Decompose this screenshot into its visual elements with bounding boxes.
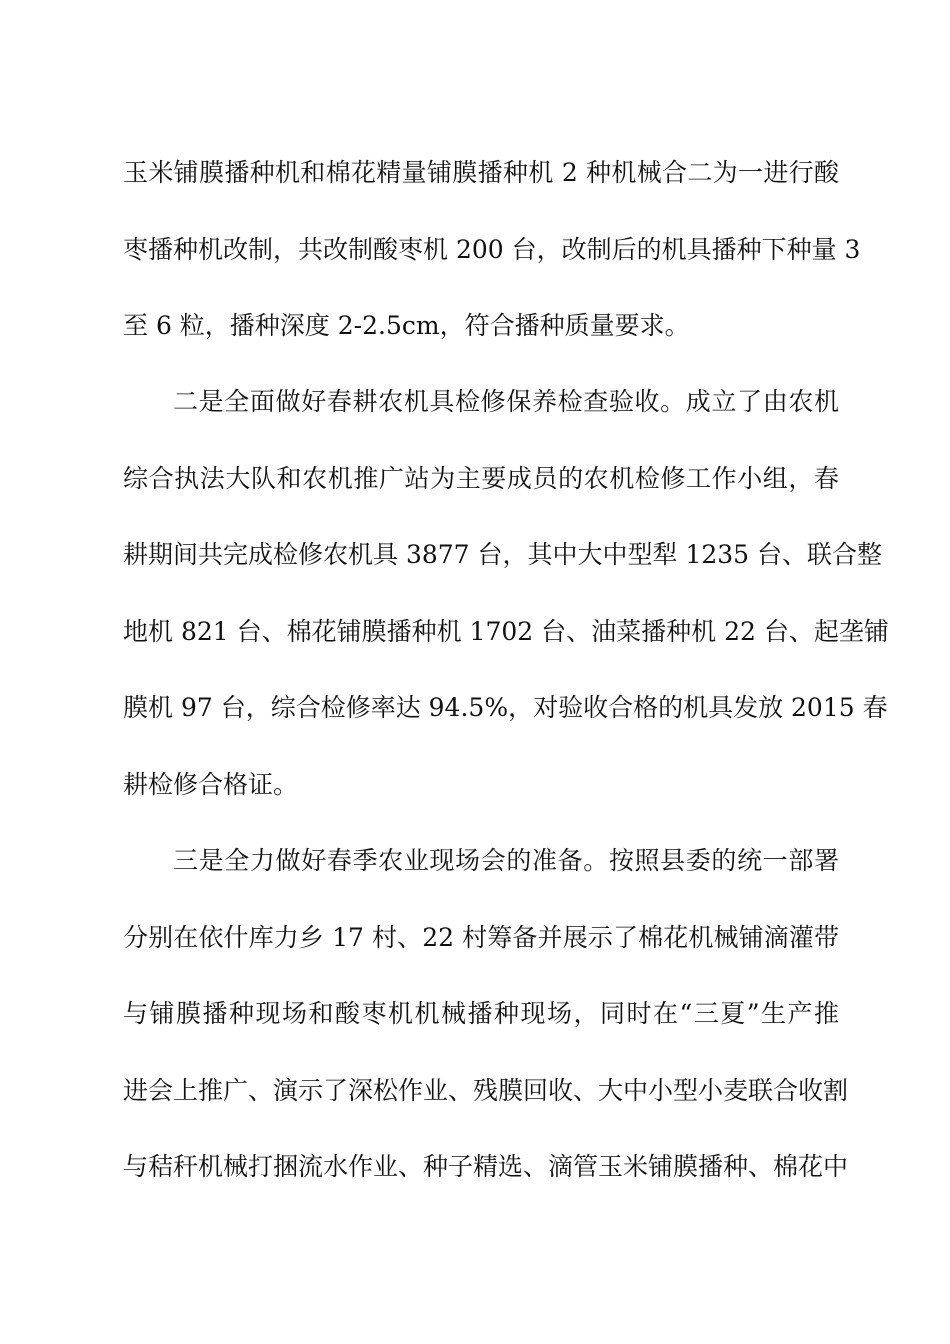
text-line: 地机 821 台、棉花铺膜播种机 1702 台、油菜播种机 22 台、起垄铺	[123, 617, 889, 646]
text-line: 玉米铺膜播种机和棉花精量铺膜播种机 2 种机械合二为一进行酸	[123, 158, 839, 187]
text-line: 与秸秆机械打捆流水作业、种子精选、滴管玉米铺膜播种、棉花中	[123, 1152, 849, 1181]
text-line: 进会上推广、演示了深松作业、残膜回收、大中小型小麦联合收割	[123, 1076, 849, 1105]
text-line: 膜机 97 台，综合检修率达 94.5%，对验收合格的机具发放 2015 春	[123, 693, 888, 722]
text-line: 综合执法大队和农机推广站为主要成员的农机检修工作小组，春	[123, 464, 839, 493]
text-line: 分别在依什库力乡 17 村、22 村筹备并展示了棉花机械铺滴灌带	[123, 923, 839, 952]
text-line: 至 6 粒，播种深度 2-2.5cm，符合播种质量要求。	[123, 311, 690, 340]
text-line: 耕检修合格证。	[123, 770, 299, 799]
text-line: 枣播种机改制，共改制酸枣机 200 台，改制后的机具播种下种量 3	[123, 235, 861, 264]
paragraph-start-line: 二是全面做好春耕农机具检修保养检查验收。成立了由农机	[173, 387, 839, 416]
text-line: 与铺膜播种现场和酸枣机机械播种现场，同时在“三夏”生产推	[123, 999, 839, 1028]
text-line: 耕期间共完成检修农机具 3877 台，其中大中型犁 1235 台、联合整	[123, 540, 883, 569]
paragraph-start-line: 三是全力做好春季农业现场会的准备。按照县委的统一部署	[173, 846, 839, 875]
